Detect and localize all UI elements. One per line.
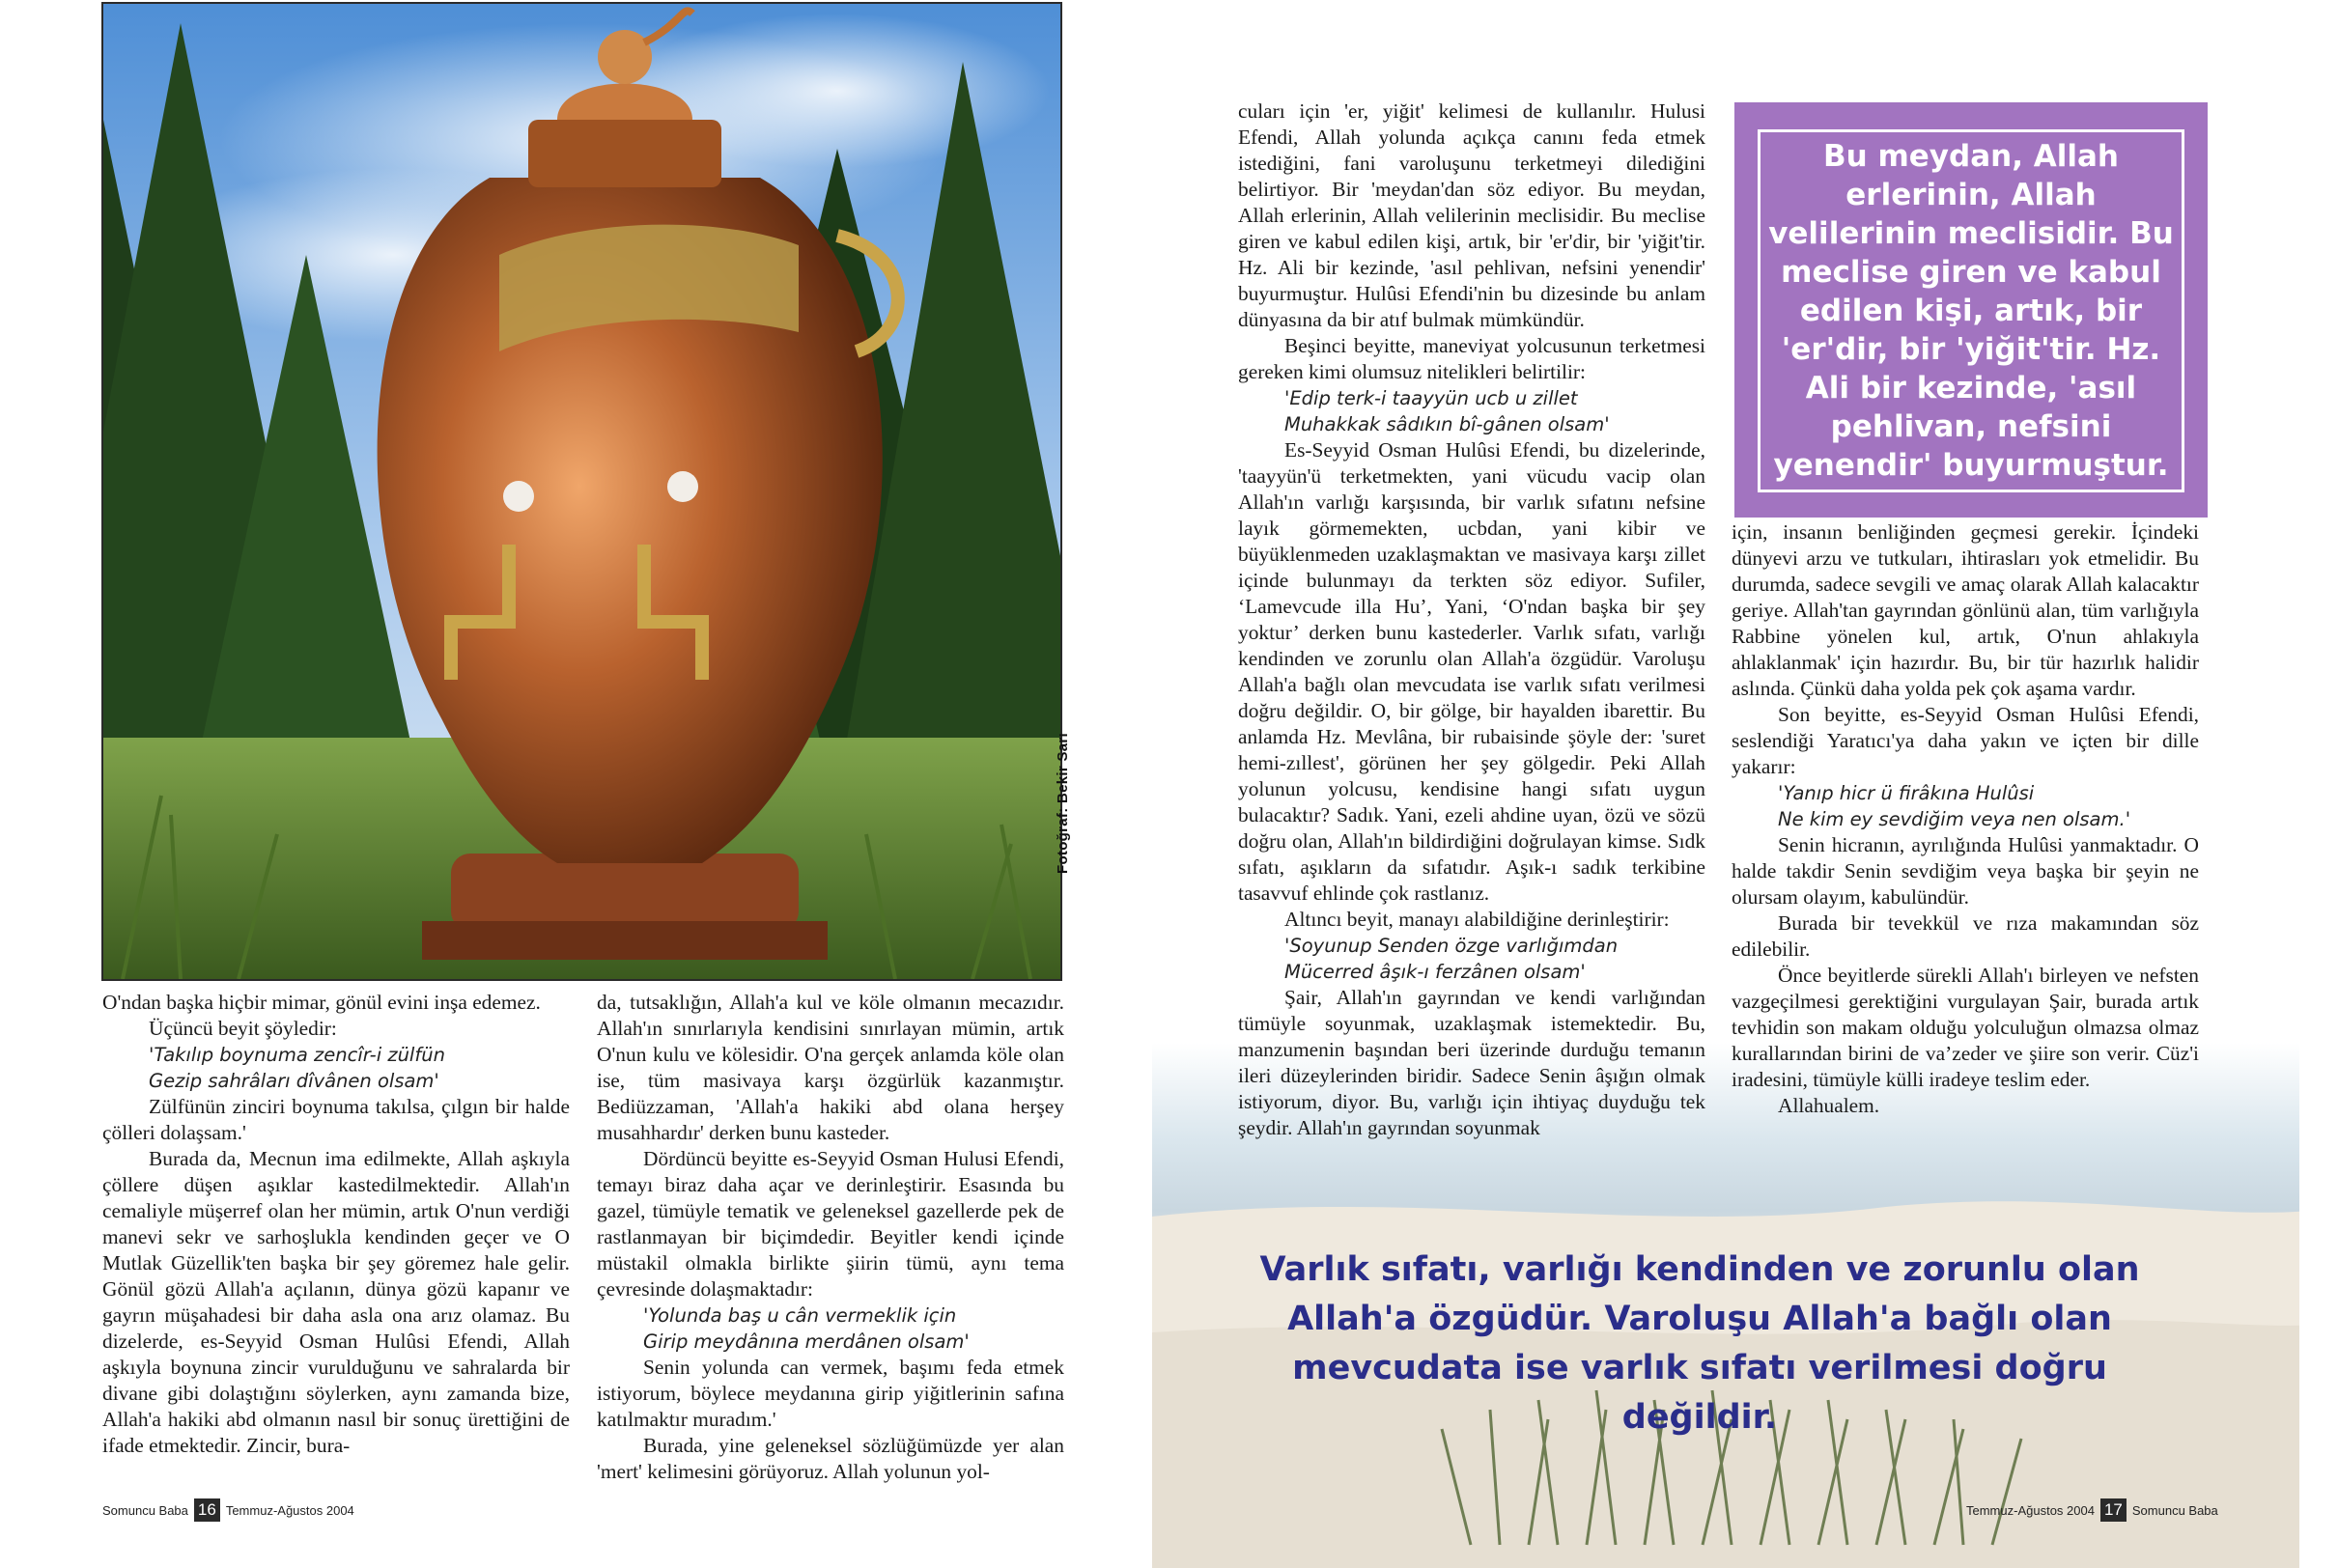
paragraph: Beşinci beyitte, maneviyat yolcusunun terketmesi gereken kimi olumsuz nitelikleri belirtilir:: [1238, 334, 1705, 383]
paragraph: Senin yolunda can vermek, başımı feda etmek istiyorum, böylece meydanına girip yiğitlerinin safına katılmaktır muradım.': [597, 1356, 1064, 1431]
paragraph: cuları için 'er, yiğit' kelimesi de kullanılır. Hulusi Efendi, Allah yolunda açıkça canını feda etmek istediğini, fani varoluşunu terketmeyi dilediğini belirtiyor. Bir 'meydan'dan söz ediyor. Bu meydan, Allah erlerinin, Allah velilerinin meclisidir. Bu meclise giren ve kabul edilen kişi, artık, bir 'er'dir, bir 'yiğit'tir. Hz. Ali bir kezinde, 'asıl pehlivan, nefsini yenendir' buyurmuştur. Hulûsi Efendi'nin bu dizesinde bu anlam dünyasına da bir atıf bulmak mümkündür.: [1238, 99, 1705, 331]
pull-quote-box: [1734, 102, 2208, 518]
page-number: 17: [2100, 1498, 2127, 1522]
verse-line: Mücerred âşık-ı ferzânen olsam': [1284, 961, 1586, 983]
desert-quote: Varlık sıfatı, varlığı kendinden ve zorunlu olan Allah'a özgüdür. Varoluşu Allah'a bağlı olan mevcudata ise varlık sıfatı verilmesi doğru değildir.: [1259, 1250, 2140, 1437]
paragraph: Şair, Allah'ın gayrından ve kendi varlığından tümüyle soyunmak, uzaklaşmak istemektedir. Bu, manzumenin başından beri üzerinde durduğu temanın ileri düzeylerinden biridir. Sadece Senin âşığın olmak istiyorum, diyor. Bu, varlığı için ihtiyaç duyduğu tek şeydir. Allah'ın gayrından soyunmak: [1238, 986, 1705, 1139]
samovar-image: [103, 4, 1060, 979]
paragraph: Üçüncü beyit şöyledir:: [149, 1017, 337, 1040]
paragraph: Burada da, Mecnun ima edilmekte, Allah aşkıyla çöllere düşen aşıklar kastedilmektedir. Allah'ın cemaliyle müşerref olan her mümin, artık O'nun verdiği manevi sekr ve sarhoşlukla kendinden geçer ve O Mutlak Güzellik'ten başka bir şey göremez hale gelir. Gönül gözü Allah'a açılanın, dünya gözü kapanır ve gayrın müşahadesi bir daha asla ona arız olamaz. Bu dizelerde, es-Seyyid Osman Hulûsi Efendi, Allah aşkıyla boynuna zincir vurulduğunu ve sahralarda bir divane gibi dolaştığını söylerken, aynı zamanda bize, Allah'a hakiki abd olmanın nasıl bir sonuç ürettiğini de ifade etmektedir. Zincir, bura-: [102, 1147, 570, 1457]
verse-line: Ne kim ey sevdiğim veya nen olsam.': [1778, 808, 2131, 830]
left-column-2: [597, 990, 1064, 1485]
verse-line: 'Takılıp boynuma zencîr-i zülfün: [149, 1044, 445, 1066]
right-column-1: [1238, 98, 1705, 1141]
paragraph: Burada bir tevekkül ve rıza makamından söz edilebilir.: [1732, 911, 2199, 961]
paragraph: da, tutsaklığın, Allah'a kul ve köle olmanın mecazıdır. Allah'ın sınırlarıyla kendisini sınırlayan mümin, artık O'nun kulu ve kölesidir. O'na gerçek anlamda köle olan ise, tüm masivaya karşı özgürlük kazanmıştır. Bediüzzaman, 'Allah'a hakiki abd olana herşey musahhardır' derken bunu kasteder.: [597, 991, 1064, 1144]
paragraph: Zülfünün zinciri boynuma takılsa, çılgın bir halde çölleri dolaşsam.': [102, 1095, 570, 1144]
pull-quote-text: Bu meydan, Allah erlerinin, Allah velilerinin meclisidir. Bu meclise giren ve kabul edilen kişi, artık, bir 'er'dir, bir 'yiğit'tir. Hz. Ali bir kezinde, 'asıl pehlivan, nefsini yenendir' buyurmuştur.: [1768, 139, 2174, 483]
issue-date: Temmuz-Ağustos 2004: [1966, 1502, 2095, 1518]
magazine-name: Somuncu Baba: [2131, 1502, 2218, 1518]
footer-left: [102, 1498, 354, 1522]
paragraph: Burada, yine geleneksel sözlüğümüzde yer alan 'mert' kelimesini görüyoruz. Allah yolunun yol-: [597, 1434, 1064, 1483]
paragraph: için, insanın benliğinden geçmesi gerekir. İçindeki dünyevi arzu ve tutkuları, ihtirasları yok etmelidir. Bu durumda, sadece sevgili ve amaç olarak Allah kalacaktır geriye. Allah'tan gayrından gönlünü alan, tüm varlığıyla Rabbine yönelen kul, artık, O'nun ahlakıyla ahlaklanmak' için hazırdır. Bu, bir tür hazırlık halidir aslında. Çünkü daha yolda pek çok aşama vardır.: [1732, 520, 2199, 700]
paragraph: Es-Seyyid Osman Hulûsi Efendi, bu dizelerinde, 'taayyün'ü terketmekten, yani vücudu vacip olan Allah'ın varlığı karşısında, bir varlık sıfatını nefsine layık görmemekten, ucbdan, yani kibir ve büyüklenmeden uzaklaşmaktan ve masivaya karşı zillet içinde bulunmayı da terkten söz ediyor. Sufiler, ‘Lamevcude illa Hu’, Yani, ‘O'ndan başka bir şey yoktur’ derken bunu kastederler. Varlık sıfatı, varlığı kendinden ve zorunlu olan Allah'a özgüdür. Varoluşu Allah'a bağlı olan mevcudata ise varlık sıfatı verilmesi doğru değildir. O, bir gölge, bir hayalden ibarettir. Bu anlamda Hz. Mevlâna, bir rubaisinde şöyle der: 'suret hemi-zıllest', görünen her şey gölgedir. Peki Allah yolunun yolcusu, kendisine hangi sıfatı uygun bulacaktır? Sadık. Yani, ezeli ahdine uyan, özü ve sözü doğru olan, Allah'ın bildirdiğini doğrulayan kimse. Sıdk sıfatı, aşıkların da sıfatıdır. Aşık-ı sadık terkibine tasavvuf ehlinde çok rastlanız.: [1238, 438, 1705, 905]
footer-right: [1966, 1498, 2218, 1522]
pull-quote-frame: [1758, 129, 2184, 492]
paragraph: Senin hicranın, ayrılığında Hulûsi yanmaktadır. O halde takdir Senin sevdiğim veya başka bir şeyin ne olursam olayım, kabulündür.: [1732, 833, 2199, 909]
verse-line: Muhakkak sâdıkın bî-gânen olsam': [1284, 413, 1610, 435]
verse-line: 'Soyunup Senden özge varlığımdan: [1284, 935, 1619, 957]
verse-line: Girip meydânına merdânen olsam': [643, 1330, 970, 1353]
verse-line: 'Yolunda baş u cân vermeklik için: [643, 1304, 957, 1327]
paragraph: Dördüncü beyitte es-Seyyid Osman Hulusi Efendi, temayı biraz daha açar ve derinleştirir. Esasında bu gazel, tümüyle tematik ve geleneksel gazellerde pek de rastlanmayan bir biçimdedir. Beyitler kendi içinde müstakil olmakla birlikte şiirin tümü, aynı tema çevresinde dolaşmaktadır:: [597, 1147, 1064, 1301]
photo-credit: Fotoğraf: Bekir Sarı: [1055, 732, 1071, 874]
page-number: 16: [194, 1498, 220, 1522]
paragraph: Altıncı beyit, manayı alabildiğine derinleştirir:: [1284, 908, 1670, 931]
paragraph: O'ndan başka hiçbir mimar, gönül evini inşa edemez.: [102, 991, 541, 1014]
magazine-name: Somuncu Baba: [102, 1502, 188, 1518]
right-column-2: [1732, 519, 2199, 1119]
samovar-photo: [101, 2, 1062, 981]
paragraph: Allahualem.: [1778, 1094, 1880, 1117]
paragraph: Önce beyitlerde sürekli Allah'ı birleyen ve nefsten vazgeçilmesi gerektiğini vurgulayan Şair, burada artık tevhidin son makam olduğu yolculuğun olmazsa olmaz kurallarından birini de va’zeder ve şiire son verir. Cüz'i iradesini, tümüyle külli iradeye teslim eder.: [1732, 964, 2199, 1091]
paragraph: Son beyitte, es-Seyyid Osman Hulûsi Efendi, seslendiği Yaratıcı'ya daha yakın ve içten bir dille yakarır:: [1732, 703, 2199, 778]
left-column-1: [102, 990, 570, 1459]
issue-date: Temmuz-Ağustos 2004: [225, 1502, 354, 1518]
verse-line: 'Edip terk-i taayyün ucb u zillet: [1284, 387, 1578, 409]
verse-line: Gezip sahrâları dîvânen olsam': [149, 1070, 439, 1092]
verse-line: 'Yanıp hicr ü firâkına Hulûsi: [1778, 782, 2035, 804]
